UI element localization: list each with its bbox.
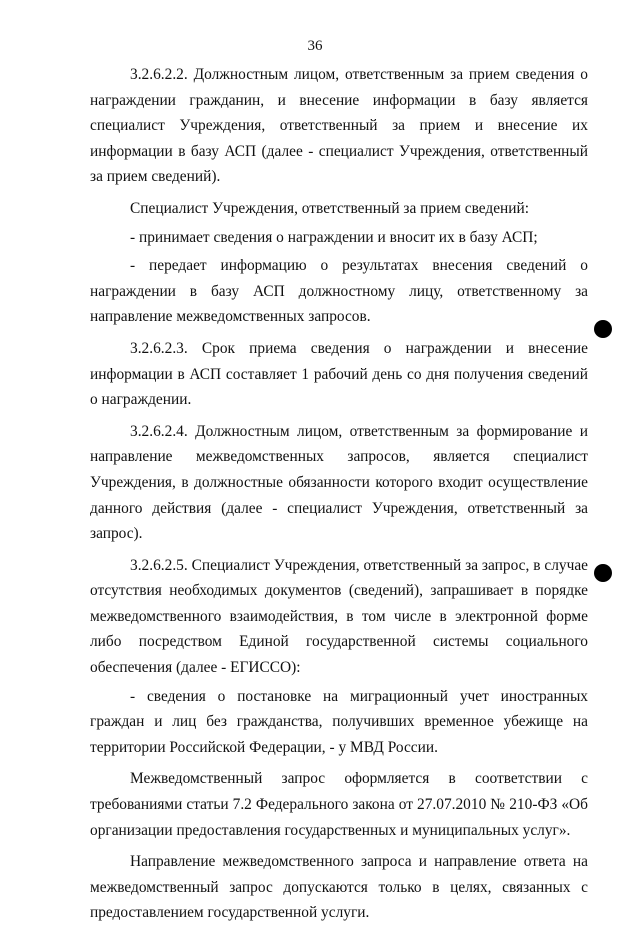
paragraph-3-2-6-2-5: 3.2.6.2.5. Специалист Учреждения, ответственный за запрос, в случае отсутствия необходимых документов (сведений), запрашивает в порядке межведомственного взаимодействия, в том числе в электронной форме либо посредством Единой государственной системы социального обеспечения (далее - ЕГИССО):	[90, 556, 588, 677]
document-body	[90, 62, 588, 926]
paragraph-list-item-accepts: - принимает сведения о награждении и вносит их в базу АСП;	[130, 228, 538, 246]
paragraph-3-2-6-2-3: 3.2.6.2.3. Срок приема сведения о награждении и внесение информации в АСП составляет 1 рабочий день со дня получения сведений о награждении.	[90, 339, 588, 409]
paragraph-list-item-mvd: - сведения о постановке на миграционный учет иностранных граждан и лиц без гражданства, получивших временное убежище на территории Российской Федерации, - у МВД России.	[90, 687, 588, 756]
punch-hole-mark	[594, 320, 612, 338]
paragraph-list-item-transfers: - передает информацию о результатах внесения сведений о награждении в базу АСП должностному лицу, ответственному за направление межведомственных запросов.	[90, 257, 588, 326]
paragraph-interagency-request: Межведомственный запрос оформляется в соответствии с требованиями статьи 7.2 Федерального закона от 27.07.2010 № 210-ФЗ «Об организации предоставления государственных и муниципальных услуг».	[90, 770, 588, 839]
page-number: 36	[307, 38, 323, 54]
paragraph-request-purpose: Направление межведомственного запроса и направление ответа на межведомственный запрос допускаются только в целях, связанных с предоставлением государственной услуги.	[90, 853, 588, 922]
paragraph-specialist-intro: Специалист Учреждения, ответственный за прием сведений:	[130, 199, 530, 217]
punch-hole-mark	[594, 564, 612, 582]
paragraph-3-2-6-2-4: 3.2.6.2.4. Должностным лицом, ответственным за формирование и направление межведомственных запросов, является специалист Учреждения, в должностные обязанности которого входит осуществление данного действия (далее - специалист Учреждения, ответственный за запрос).	[90, 422, 588, 543]
paragraph-3-2-6-2-2: 3.2.6.2.2. Должностным лицом, ответственным за прием сведения о награждении гражданин, и внесение информации в базу является специалист Учреждения, ответственный за прием и внесение их информации в базу АСП (далее - специалист Учреждения, ответственный за прием сведений).	[90, 66, 588, 186]
